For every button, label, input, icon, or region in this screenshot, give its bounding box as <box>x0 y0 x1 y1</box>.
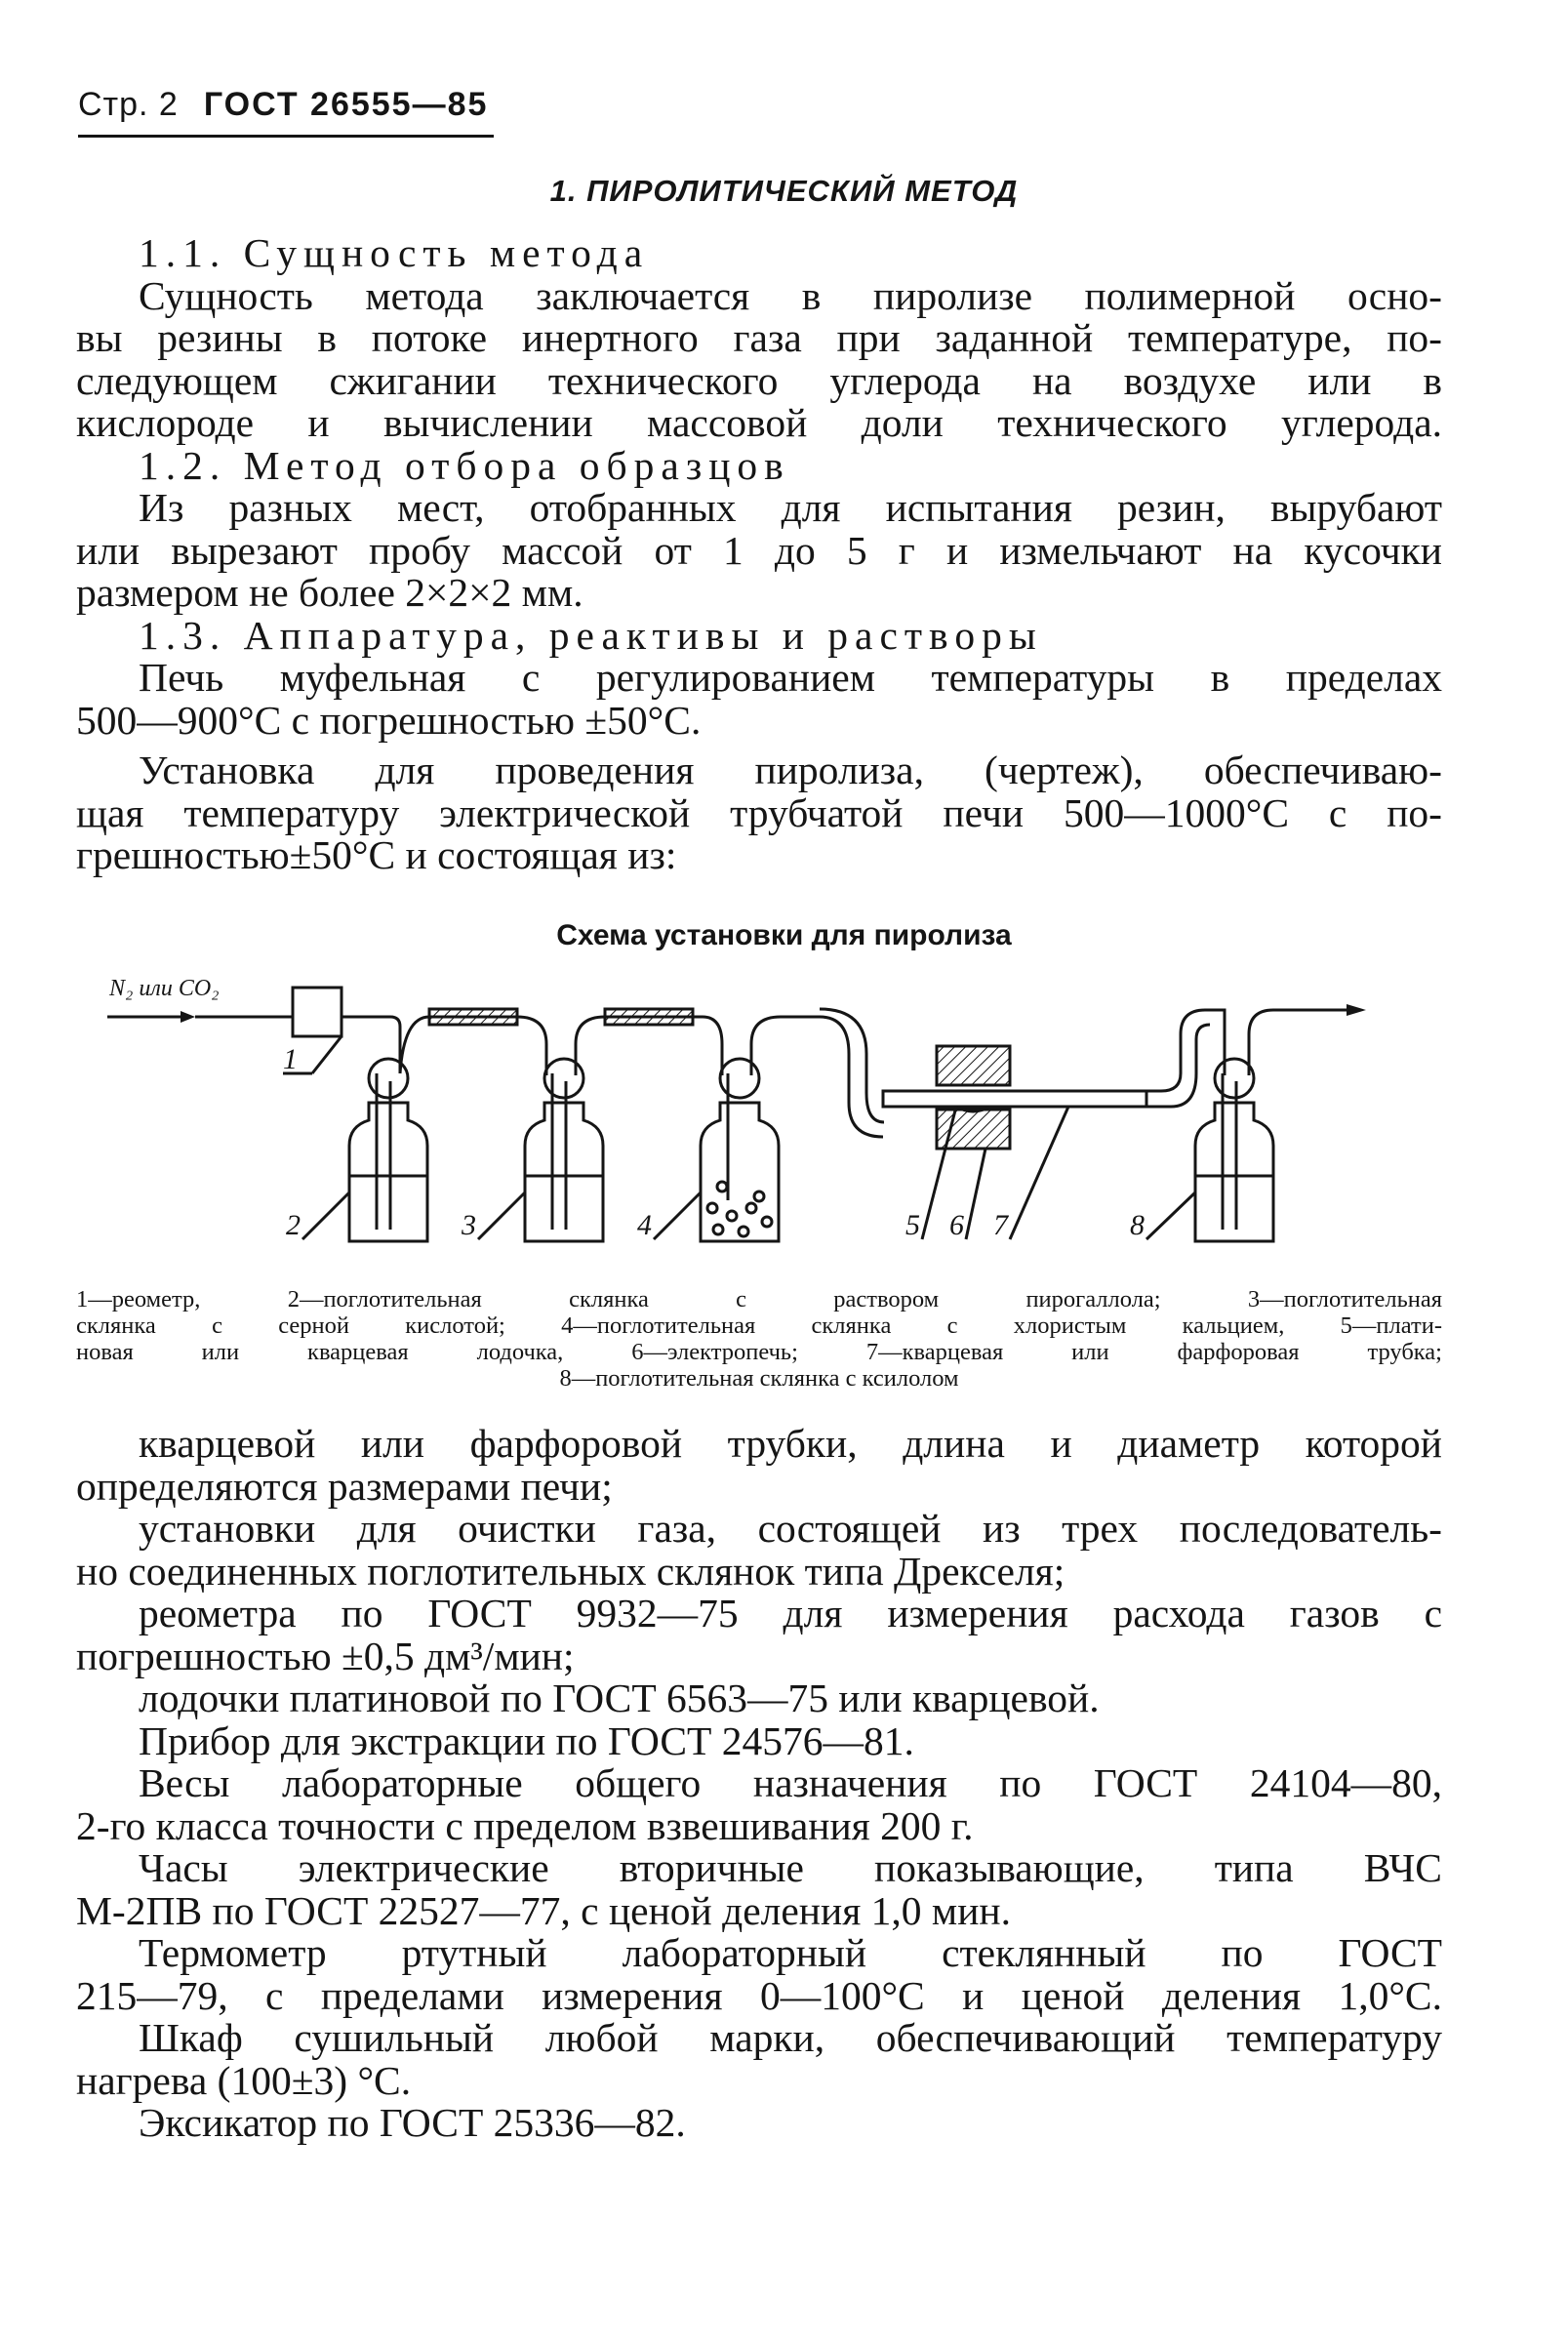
text-line: установки для очистки газа, состоящей из трех последователь- <box>139 1506 1442 1551</box>
page-header <box>78 86 488 124</box>
section-title: 1. ПИРОЛИТИЧЕСКИЙ МЕТОД <box>549 174 1019 208</box>
text-line: Установка для проведения пиролиза, (чертеж), обеспечиваю- <box>139 747 1442 792</box>
figure-caption <box>76 1286 1442 1392</box>
text-line: Из разных мест, отобранных для испытания резин, вырубают <box>139 485 1442 530</box>
label-4: 4 <box>637 1209 652 1241</box>
header-rule <box>78 135 494 138</box>
text-line: следующем сжигании технического углерода на воздухе или в <box>76 357 1442 403</box>
caption-line: 1—реометр, 2—поглотительная склянка с раствором пирогаллола; 3—поглотительная <box>76 1286 1442 1312</box>
text-line: 2-го класса точности с пределом взвешивания 200 г. <box>76 1802 974 1848</box>
label-5: 5 <box>905 1209 920 1241</box>
furnace <box>883 1004 1366 1149</box>
standard-number: ГОСТ 26555—85 <box>203 86 489 123</box>
text-line: Часы электрические вторичные показывающие, типа ВЧС <box>139 1845 1442 1890</box>
text-line: 500—900°С с погрешностью ±50°С. <box>76 697 702 743</box>
text-line: щая температуру электрической трубчатой печи 500—1000°С с по- <box>76 789 1442 835</box>
text-line: кислороде и вычислении массовой доли технического углерода. <box>76 400 1442 445</box>
text-line: вы резины в потоке инертного газа при заданной температуре, по- <box>76 315 1442 360</box>
text-line: Эксикатор по ГОСТ 25336—82. <box>139 2100 686 2145</box>
gas-inlet-label: N₂ или CO₂ <box>109 976 220 1001</box>
figure-title: Схема установки для пиролиза <box>556 919 1012 951</box>
subsection-heading: 1.2. Метод отбора образцов <box>139 442 790 488</box>
label-8: 8 <box>1130 1209 1145 1241</box>
text-line: лодочки платиновой по ГОСТ 6563—75 или кварцевой. <box>139 1676 1100 1720</box>
page-number: Стр. 2 <box>78 86 179 123</box>
text-block-1 <box>76 232 1442 877</box>
text-line: Термометр ртутный лабораторный стеклянный по ГОСТ <box>139 1930 1442 1975</box>
text-line: кварцевой или фарфоровой трубки, длина и диаметр которой <box>139 1421 1442 1466</box>
text-line: Шкаф сушильный любой марки, обеспечивающий температуру <box>139 2015 1442 2060</box>
text-line: нагрева (100±3) °С. <box>76 2057 412 2103</box>
subsection-heading: 1.3. Аппаратура, реактивы и растворы <box>139 612 1043 658</box>
text-line: Сущность метода заключается в пиролизе полимерной осно- <box>139 272 1442 318</box>
text-line: Печь муфельная с регулированием температуры в пределах <box>139 655 1442 700</box>
bottle-8 <box>1195 1059 1273 1241</box>
bottle-3 <box>525 1059 603 1241</box>
text-line: грешностью±50°С и состоящая из: <box>76 832 677 877</box>
label-1: 1 <box>283 1043 298 1075</box>
caption-line: новая или кварцевая лодочка, 6—электропечь; 7—кварцевая или фарфоровая трубка; <box>76 1339 1442 1365</box>
text-line: Весы лабораторные общего назначения по ГОСТ 24104—80, <box>139 1760 1442 1805</box>
subsection-heading: 1.1. Сущность метода <box>139 230 650 275</box>
rheometer-box <box>293 988 342 1036</box>
label-2: 2 <box>286 1209 301 1241</box>
text-line: погрешностью ±0,5 дм³/мин; <box>76 1633 575 1678</box>
bottle-4 <box>701 1059 779 1241</box>
label-3: 3 <box>462 1209 476 1241</box>
text-line: размером не более 2×2×2 мм. <box>76 570 583 615</box>
bottle-2 <box>349 1059 427 1241</box>
text-block-2 <box>76 1423 1442 2145</box>
text-line: или вырезают пробу массой от 1 до 5 г и измельчают на кусочки <box>76 527 1442 573</box>
text-line: но соединенных поглотительных склянок типа Дрекселя; <box>76 1548 1065 1594</box>
text-line: 215—79, с пределами измерения 0—100°С и ценой деления 1,0°С. <box>76 1972 1442 2018</box>
text-line: Прибор для экстракции по ГОСТ 24576—81. <box>139 1717 914 1763</box>
caption-line: склянка с серной кислотой; 4—поглотительная склянка с хлористым кальцием, 5—плати- <box>76 1312 1442 1339</box>
label-7: 7 <box>993 1209 1008 1241</box>
text-line: реометра по ГОСТ 9932—75 для измерения расхода газов с <box>139 1591 1442 1635</box>
label-6: 6 <box>949 1209 964 1241</box>
pyrolysis-apparatus-diagram <box>107 966 1454 1259</box>
text-line: М-2ПВ по ГОСТ 22527—77, с ценой деления 1,0 мин. <box>76 1887 1011 1933</box>
caption-line: 8—поглотительная склянка с ксилолом <box>559 1365 959 1392</box>
text-line: определяются размерами печи; <box>76 1463 613 1509</box>
